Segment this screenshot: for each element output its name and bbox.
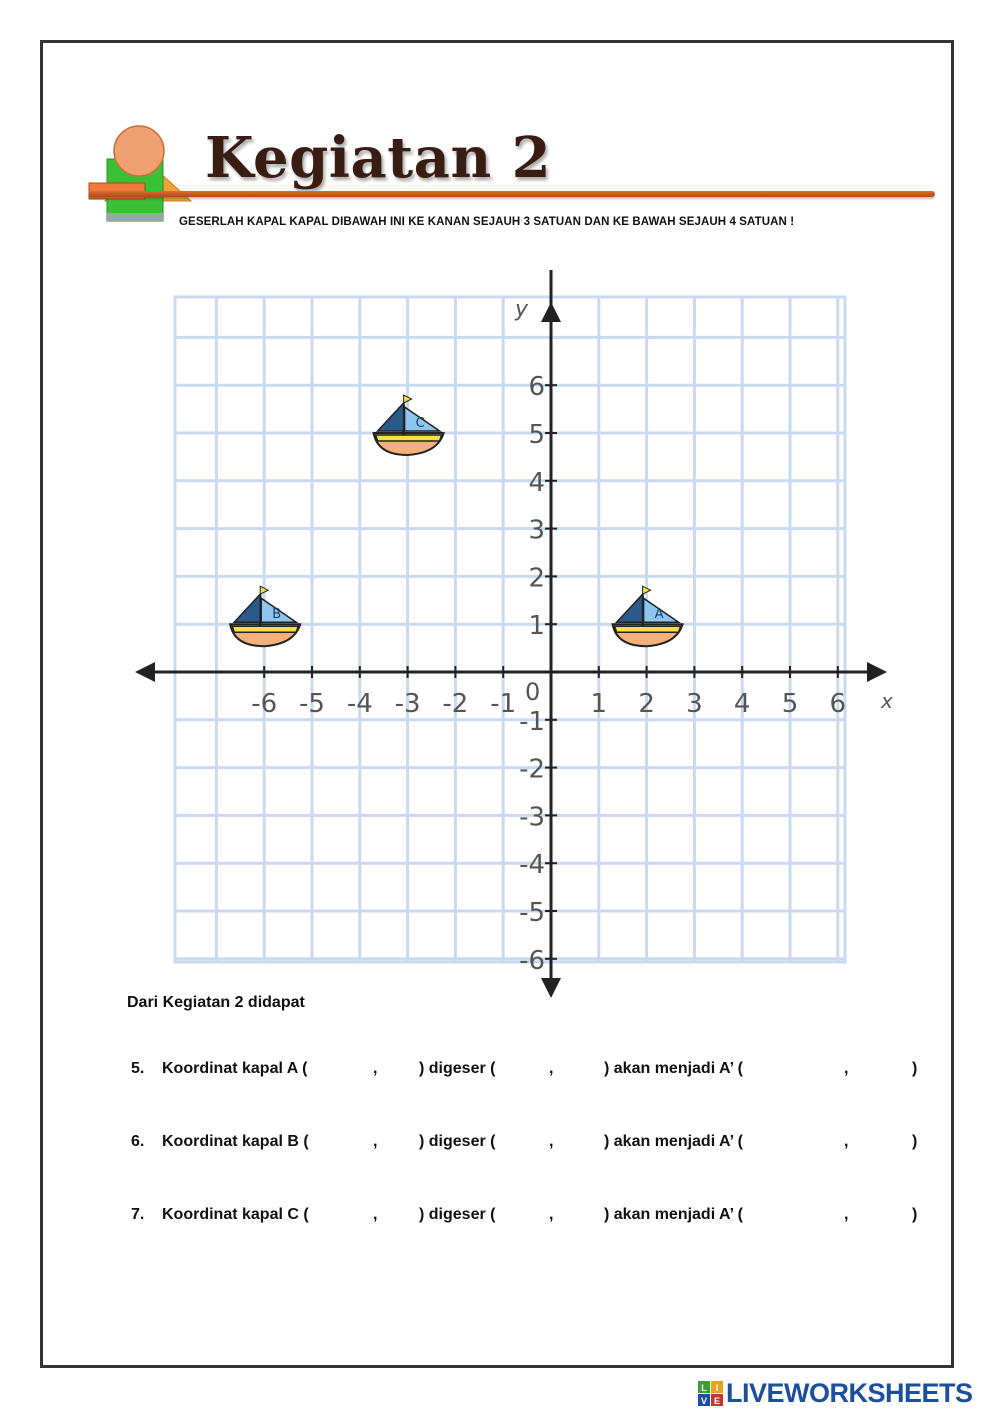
x-tick-label: 1 [590,689,608,719]
question-comma3: , [844,1206,849,1223]
liveworksheets-brand: LIVEWORKSHEETS [726,1378,973,1408]
question-item [131,1060,931,1082]
x-tick-label: -3 [394,689,421,719]
question-close: ) [912,1206,918,1223]
liveworksheets-badge-icon [698,1381,724,1409]
boat-label-b: B [272,607,282,623]
y-tick-label: 6 [528,372,545,403]
question-num: 5. [131,1060,145,1077]
y-tick-label: 3 [528,515,545,546]
x-axis-label: x [881,689,893,713]
x-axis-right-arrow [867,662,887,682]
badge-letter-v: V [700,1396,708,1406]
question-comma2: , [549,1206,554,1223]
question-close: ) [912,1133,918,1150]
kegiatan-logo-icon [87,123,197,227]
question-mid: ) digeser ( [419,1060,496,1077]
question-mid: ) digeser ( [419,1206,496,1223]
x-tick-label: 4 [733,689,751,719]
y-tick-label: -4 [519,850,545,881]
section-title: Dari Kegiatan 2 didapat [127,994,305,1011]
y-axis-label: y [515,297,529,322]
y-tick-label: -3 [519,802,545,833]
page-title: Kegiatan 2 [205,125,552,191]
x-tick-label: -6 [251,689,278,719]
question-num: 7. [131,1206,145,1223]
question-comma1: , [373,1133,378,1150]
y-tick-label: -1 [519,706,545,737]
boat-label-a: A [654,607,664,623]
question-num: 6. [131,1133,145,1150]
question-item [131,1133,931,1155]
question-comma2: , [549,1133,554,1150]
boat-label-c: C [415,416,425,431]
badge-letter-e: E [713,1396,721,1406]
x-tick-label: -2 [442,689,469,719]
question-text: Koordinat kapal B ( [162,1133,309,1150]
question-text: Koordinat kapal C ( [162,1206,309,1223]
question-text: Koordinat kapal A ( [162,1060,308,1077]
title-underline [89,191,935,197]
x-tick-label: 2 [638,689,655,719]
x-tick-label: 6 [829,689,847,719]
y-tick-label: -2 [519,754,545,785]
question-comma3: , [844,1133,849,1150]
question-item [131,1206,931,1228]
y-tick-label: 4 [528,467,545,498]
question-comma1: , [373,1206,378,1223]
y-tick-label: -5 [519,898,545,928]
x-tick-label: -5 [299,689,325,719]
x-tick-label: -4 [346,689,373,719]
coordinate-grid [135,250,895,1002]
badge-letter-l: L [701,1383,707,1393]
x-tick-label: 3 [686,689,703,719]
x-axis-left-arrow [135,662,155,682]
y-tick-label: 2 [528,563,545,594]
question-result: ) akan menjadi A’ ( [604,1133,744,1150]
y-tick-label: -6 [519,945,545,976]
badge-letter-i: I [715,1383,719,1393]
x-tick-label: 5 [781,689,799,719]
y-axis-bottom-arrow [541,978,561,998]
origin-label: 0 [525,678,541,706]
question-close: ) [912,1060,918,1077]
question-comma3: , [844,1060,849,1077]
question-mid: ) digeser ( [419,1133,496,1150]
instruction-text: GESERLAH KAPAL KAPAL DIBAWAH INI KE KANAN SEJAUH 3 SATUAN DAN KE BAWAH SEJAUH 4 SATUAN ! [179,216,795,228]
y-tick-label: 5 [528,420,545,450]
worksheet-page [40,40,954,1368]
question-result: ) akan menjadi A’ ( [604,1206,744,1223]
question-comma1: , [373,1060,378,1077]
question-comma2: , [549,1060,554,1077]
question-result: ) akan menjadi A’ ( [604,1060,744,1077]
x-tick-label: -1 [490,689,517,719]
y-tick-label: 1 [528,611,545,642]
liveworksheets-logo [696,1378,996,1410]
